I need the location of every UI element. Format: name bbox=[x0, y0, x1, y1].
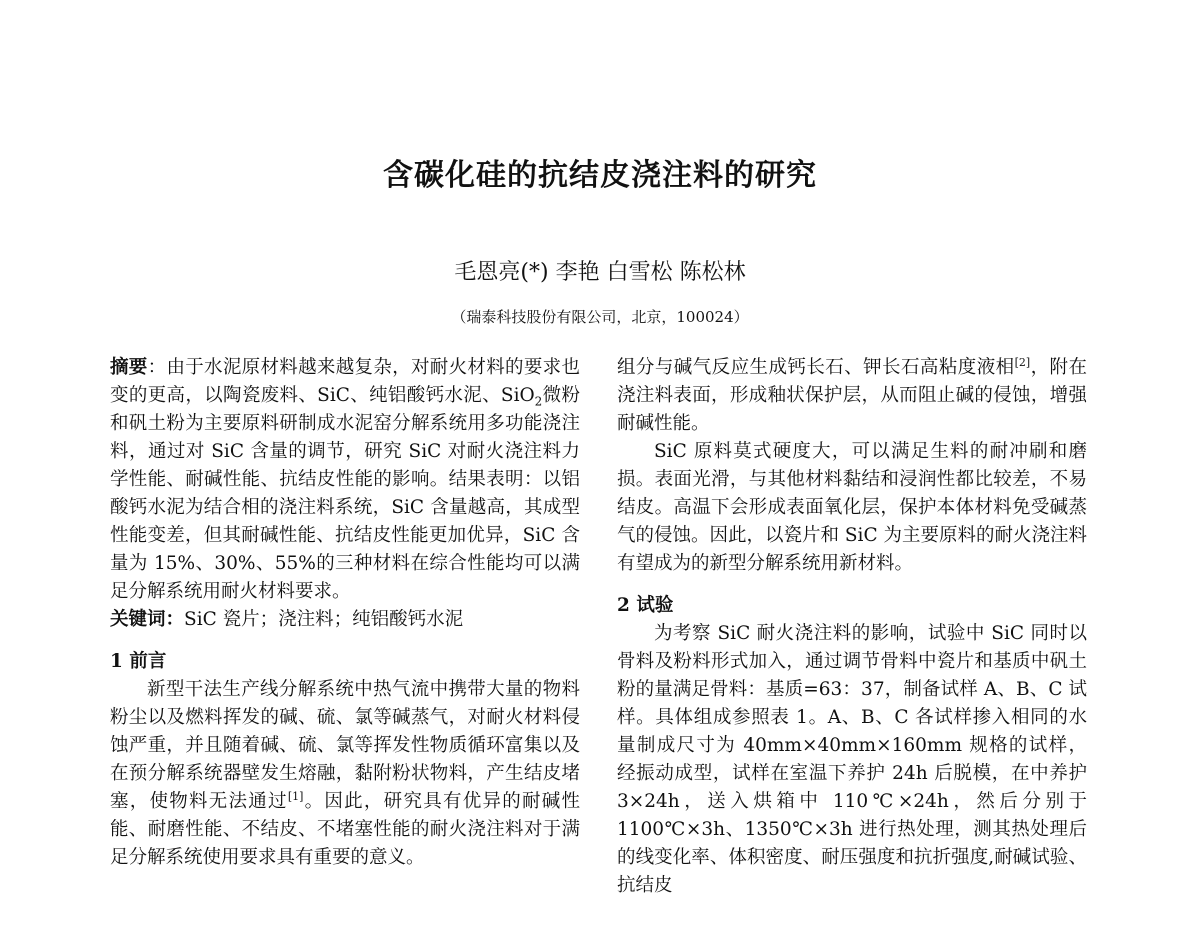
continued-text-b: ，附在浇注料表面，形成釉状保护层，从而阻止碱的侵蚀，增强耐碱性能。 bbox=[617, 357, 1087, 434]
section-2-paragraph: 为考察 SiC 耐火浇注料的影响，试验中 SiC 同时以骨料及粉料形式加入，通过调节骨料中瓷片和基质中矾土粉的量满足骨料：基质=63：37，制备试样 A、B、C 试样。具体组成参照表 1。A、B、C 各试样掺入相同的水量制成尺寸为 40mm×40mm×160mm 规格的试样，经振动成型，试样在室温下养护 24h 后脱模，在中养护 3×24h，送入烘箱中 110℃×24h，然后分别于 1100℃×3h、1350℃×3h 进行热处理，测其热处理后的线变化率、体积密度、耐压强度和抗折强度,耐碱试验、抗结皮 bbox=[617, 623, 1087, 896]
citation-2: [2] bbox=[1014, 355, 1031, 369]
abstract-subscript: 2 bbox=[534, 394, 543, 409]
author-list: 毛恩亮(*) 李艳 白雪松 陈松林 bbox=[454, 260, 746, 285]
continued-paragraph bbox=[617, 354, 1087, 438]
abstract bbox=[110, 354, 580, 606]
abstract-text-a: 由于水泥原材料越来越复杂，对耐火材料的要求也变的更高，以陶瓷废料、SiC、纯铝酸钙水泥、SiO bbox=[110, 357, 580, 406]
spacer bbox=[617, 578, 1087, 592]
abstract-label: 摘要 bbox=[110, 357, 148, 378]
abstract-text-b: 微粉和矾土粉为主要原料研制成水泥窑分解系统用多功能浇注料，通过对 SiC 含量的调节，研究 SiC 对耐火浇注料力学性能、耐碱性能、抗结皮性能的影响。结果表明：以铝酸钙水泥为结合相的浇注料系统，SiC 含量越高，其成型性能变差，但其耐碱性能、抗结皮性能更加优异，SiC 含量为 15%、30%、55%的三种材料在综合性能均可以满足分解系统用耐火材料要求。 bbox=[110, 385, 580, 602]
right-column bbox=[617, 354, 1087, 900]
paper-title: 含碳化硅的抗结皮浇注料的研究 bbox=[383, 158, 817, 193]
continued-text-a: 组分与碱气反应生成钙长石、钾长石高粘度液相 bbox=[617, 357, 1015, 378]
sic-paragraph: SiC 原料莫式硬度大，可以满足生料的耐冲刷和磨损。表面光滑，与其他材料黏结和浸润性都比较差，不易结皮。高温下会形成表面氧化层，保护本体材料免受碱蒸气的侵蚀。因此，以瓷片和 SiC 为主要原料的耐火浇注料有望成为的新型分解系统用新材料。 bbox=[617, 441, 1088, 574]
affiliation: （瑞泰科技股份有限公司，北京，100024） bbox=[451, 308, 749, 326]
citation-1: [1] bbox=[287, 789, 304, 803]
section-1-text-a: 新型干法生产线分解系统中热气流中携带大量的物料粉尘以及燃料挥发的碱、硫、氯等碱蒸气，对耐火材料侵蚀严重，并且随着碱、硫、氯等挥发性物质循环富集以及在预分解系统器壁发生熔融，黏附粉状物料，产生结皮堵塞，使物料无法通过 bbox=[110, 679, 580, 812]
keywords-text: SiC 瓷片；浇注料；纯铝酸钙水泥 bbox=[184, 609, 464, 630]
section-1-text-b: 。因此，研究具有优异的耐碱性能、耐磨性能、不结皮、不堵塞性能的耐火浇注料对于满足分解系统使用要求具有重要的意义。 bbox=[110, 791, 580, 868]
abstract-colon: ： bbox=[147, 357, 167, 378]
keywords bbox=[110, 606, 580, 634]
keywords-label: 关键词 bbox=[110, 609, 166, 630]
keywords-colon: ： bbox=[165, 609, 185, 630]
left-column bbox=[110, 354, 580, 872]
section-1-paragraph bbox=[110, 676, 580, 872]
section-2-heading: 2 试验 bbox=[617, 595, 674, 616]
spacer bbox=[110, 634, 580, 648]
section-1-heading: 1 前言 bbox=[110, 651, 167, 672]
